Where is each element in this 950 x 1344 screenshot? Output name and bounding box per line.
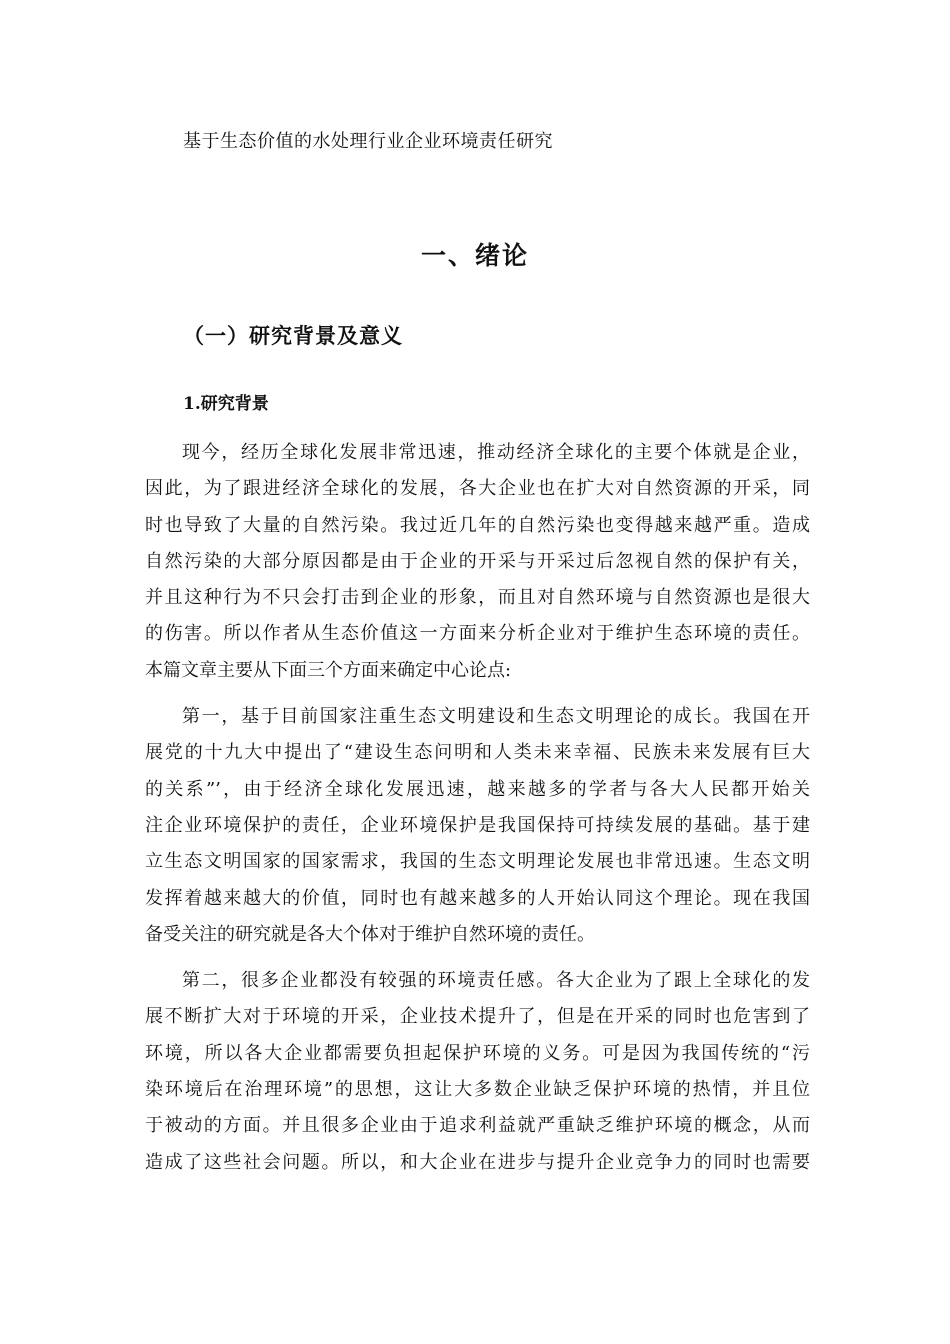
- section-heading: （一）研究背景及意义: [183, 323, 403, 348]
- chapter-heading: 一、绪论: [420, 241, 529, 270]
- paragraph-line: 于被动的方面。并且很多企业由于追求利益就严重缺乏维护环境的概念，从而: [145, 1115, 810, 1137]
- paragraph-line: 染环境后在治理环境”的思想，这让大多数企业缺乏保护环境的热情，并且位: [145, 1079, 810, 1101]
- paragraph-line: 第一，基于目前国家注重生态文明建设和生态文明理论的成长。我国在开: [182, 706, 810, 728]
- paragraph-2: [145, 699, 810, 953]
- paragraph-line: 并且这种行为不只会打击到企业的形象，而且对自然环境与自然资源也是很大: [145, 587, 810, 609]
- paragraph-line: 环境，所以各大企业都需要负担起保护环境的义务。可是因为我国传统的“污: [145, 1042, 810, 1064]
- paragraph-line: 造成了这些社会问题。所以，和大企业在进步与提升企业竞争力的同时也需要: [145, 1151, 810, 1173]
- paragraph-line: 立生态文明国家的国家需求，我国的生态文明理论发展也非常迅速。生态文明: [145, 851, 810, 873]
- paragraph-line: 展党的十九大中提出了“建设生态问明和人类未来幸福、民族未来发展有巨大: [145, 742, 810, 764]
- paragraph-line: 备受关注的研究就是各大个体对于维护自然环境的责任。: [145, 923, 595, 945]
- paragraph-line: 本篇文章主要从下面三个方面来确定中心论点:: [145, 659, 512, 681]
- paragraph-line: 发挥着越来越大的价值，同时也有越来越多的人开始认同这个理论。现在我国: [145, 887, 810, 909]
- paragraph-1: [145, 435, 810, 689]
- paragraph-3: [145, 963, 810, 1181]
- paragraph-line: 的关系”’，由于经济全球化发展迅速，越来越多的学者与各大人民都开始关: [145, 778, 810, 800]
- paragraph-line: 第二，很多企业都没有较强的环境责任感。各大企业为了跟上全球化的发: [182, 970, 810, 992]
- paragraph-line: 现今，经历全球化发展非常迅速，推动经济全球化的主要个体就是企业，: [182, 442, 810, 463]
- paragraph-line: 展不断扩大对于环境的开采，企业技术提升了，但是在开采的同时也危害到了: [145, 1006, 810, 1028]
- paragraph-line: 的伤害。所以作者从生态价值这一方面来分析企业对于维护生态环境的责任。: [145, 623, 810, 645]
- body-text: [145, 435, 810, 1191]
- paragraph-line: 自然污染的大部分原因都是由于企业的开采与开采过后忽视自然的保护有关，: [145, 550, 810, 572]
- running-header-title: 基于生态价值的水处理行业企业环境责任研究: [183, 131, 553, 152]
- paragraph-line: 注企业环境保护的责任，企业环境保护是我国保持可持续发展的基础。基于建: [145, 814, 810, 836]
- paragraph-line: 时也导致了大量的自然污染。我过近几年的自然污染也变得越来越严重。造成: [145, 514, 810, 536]
- subsection-heading: 1.研究背景: [183, 394, 269, 414]
- paragraph-line: 因此，为了跟进经济全球化的发展，各大企业也在扩大对自然资源的开采，同: [145, 478, 810, 500]
